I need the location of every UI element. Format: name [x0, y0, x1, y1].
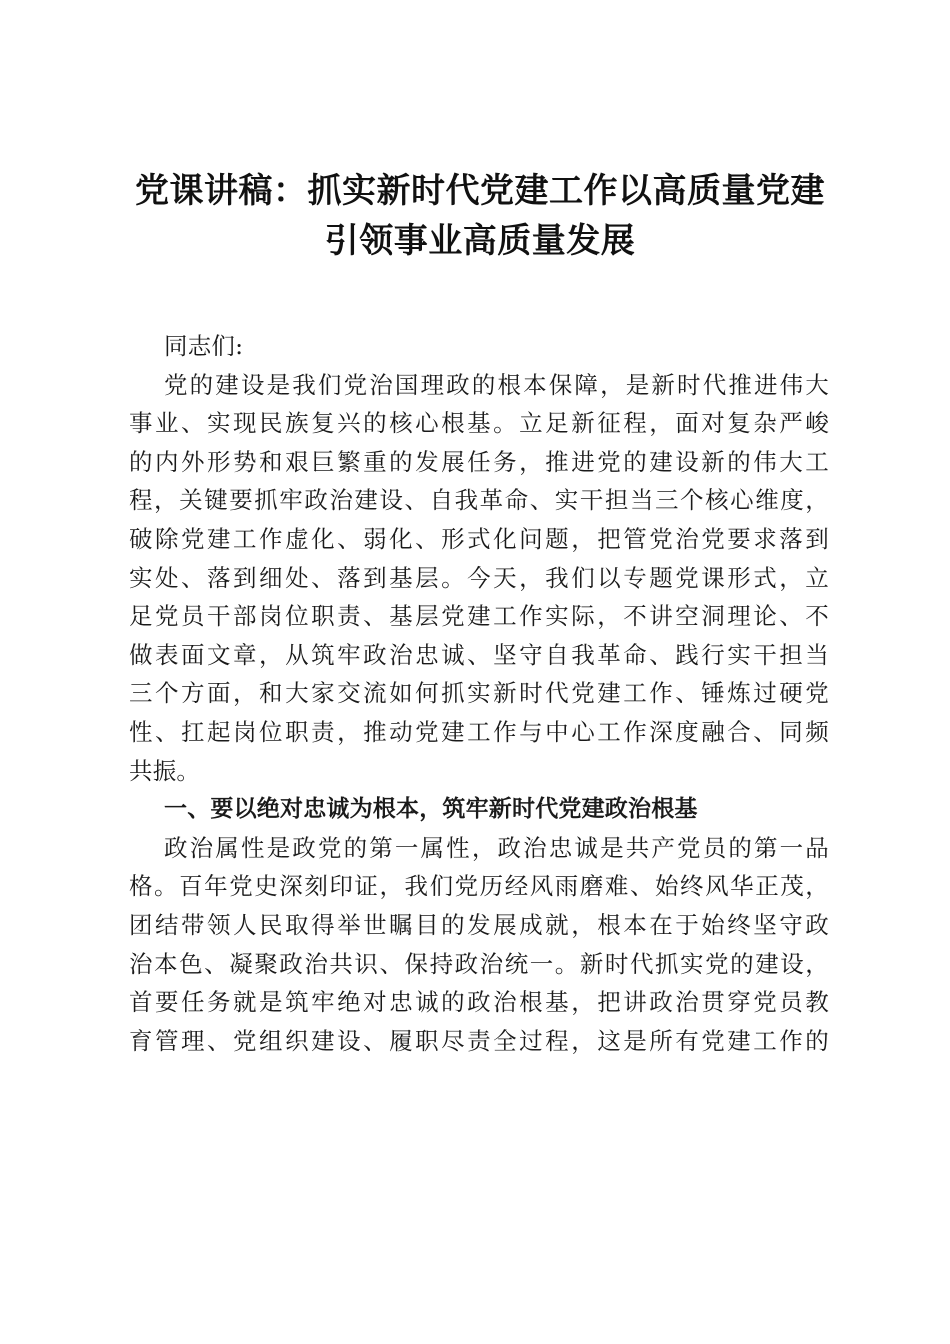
document-title: [110, 166, 850, 266]
paragraph-line: 党的建设是我们党治国理政的根本保障，是新时代推进伟大: [164, 370, 829, 399]
document-body: [129, 327, 829, 1060]
paragraph-line: 的内外形势和艰巨繁重的发展任务，推进党的建设新的伟大工: [129, 447, 829, 476]
paragraph-line: 性、扛起岗位职责，推动党建工作与中心工作深度融合、同频: [129, 717, 829, 746]
paragraph-line: 破除党建工作虚化、弱化、形式化问题，把管党治党要求落到: [129, 524, 829, 553]
paragraph-line: 格。百年党史深刻印证，我们党历经风雨磨难、始终风华正茂，: [129, 872, 829, 901]
paragraph-line: 实处、落到细处、落到基层。今天，我们以专题党课形式，立: [129, 563, 829, 592]
paragraph-line: 三个方面，和大家交流如何抓实新时代党建工作、锤炼过硬党: [129, 679, 829, 708]
paragraph-line: 共振。: [129, 756, 201, 785]
title-line: 党课讲稿：抓实新时代党建工作以高质量党建: [135, 171, 825, 211]
paragraph-line: 育管理、党组织建设、履职尽责全过程，这是所有党建工作的: [129, 1026, 829, 1055]
paragraph-line: 做表面文章，从筑牢政治忠诚、坚守自我革命、践行实干担当: [129, 640, 829, 669]
paragraph-line: 首要任务就是筑牢绝对忠诚的政治根基，把讲政治贯穿党员教: [129, 988, 829, 1017]
section-heading: 一、要以绝对忠诚为根本，筑牢新时代党建政治根基: [164, 796, 698, 823]
paragraph-line: 治本色、凝聚政治共识、保持政治统一。新时代抓实党的建设，: [129, 949, 829, 978]
title-line: 引领事业高质量发展: [324, 221, 636, 261]
paragraph-line: 足党员干部岗位职责、基层党建工作实际，不讲空洞理论、不: [129, 602, 829, 631]
paragraph-line: 团结带领人民取得举世瞩目的发展成就，根本在于始终坚守政: [129, 910, 829, 939]
paragraph-line: 事业、实现民族复兴的核心根基。立足新征程，面对复杂严峻: [129, 409, 829, 438]
paragraph-line: 政治属性是政党的第一属性，政治忠诚是共产党员的第一品: [164, 833, 829, 862]
paragraph-line: 程，关键要抓牢政治建设、自我革命、实干担当三个核心维度，: [129, 486, 829, 515]
salutation: 同志们:: [164, 332, 244, 360]
